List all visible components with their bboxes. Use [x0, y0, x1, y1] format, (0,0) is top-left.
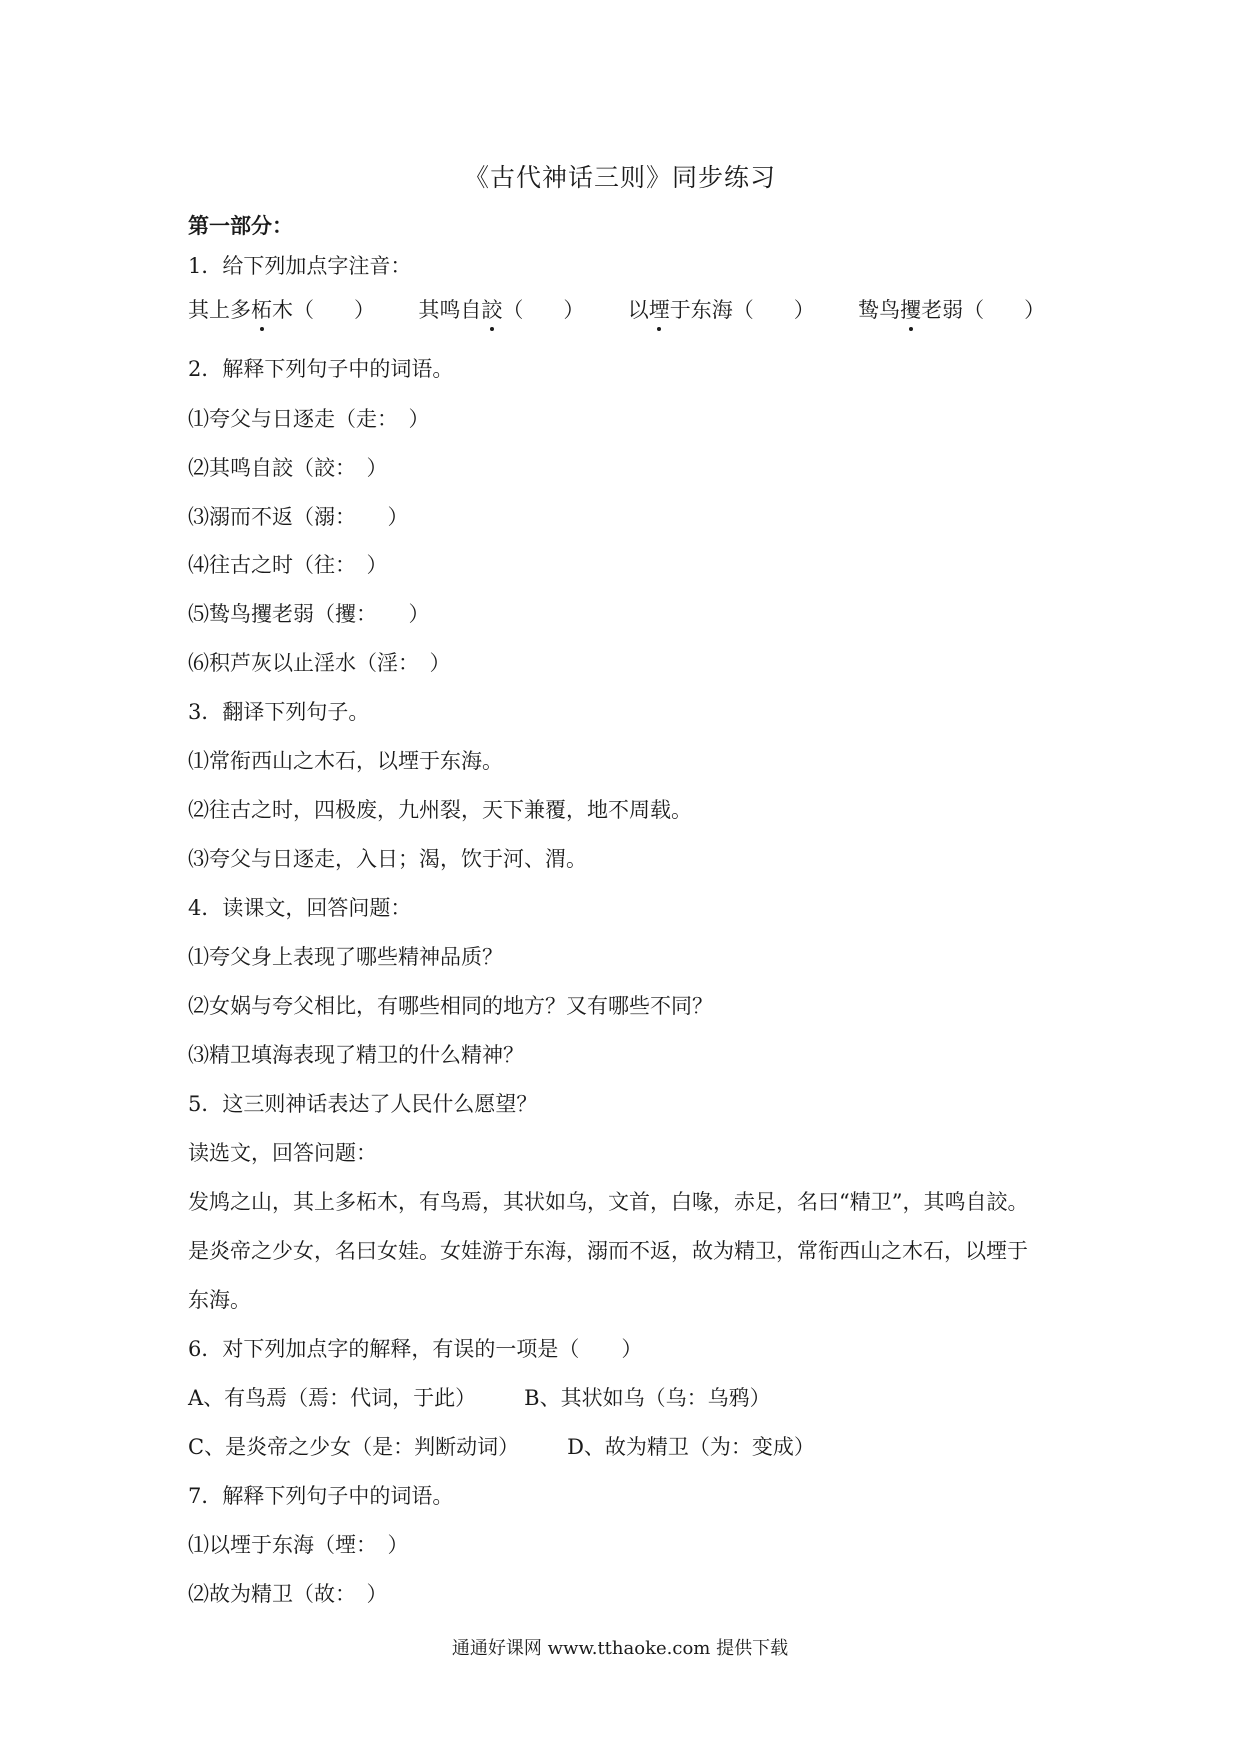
- q3-item: ⑴常衔西山之木石，以堙于东海。: [188, 749, 503, 773]
- dotted-char: 柘: [251, 295, 272, 325]
- q2-item: ⑵其鸣自詨（詨： ）: [188, 456, 388, 480]
- reading-line: 是炎帝之少女，名曰女娃。女娃游于东海，溺而不返，故为精卫，常衔西山之木石，以堙于: [188, 1239, 1028, 1263]
- q1-items-row: [188, 295, 1045, 325]
- q1-item: 其上多柘木（ ）: [188, 295, 375, 325]
- reading-line: 东海。: [188, 1288, 251, 1312]
- q6-prompt: 6．对下列加点字的解释，有误的一项是（ ）: [188, 1337, 643, 1361]
- q3-item: ⑵往古之时，四极废，九州裂，天下兼覆，地不周载。: [188, 798, 692, 822]
- q6-option-d: D、故为精卫（为：变成）: [567, 1435, 815, 1459]
- q1-item: 其鸣自詨（ ）: [418, 295, 584, 325]
- reading-line: 发鸠之山，其上多柘木，有鸟焉，其状如乌，文首，白喙，赤足，名曰“精卫”，其鸣自詨。: [188, 1190, 1029, 1214]
- q1-item: 以堙于东海（ ）: [628, 295, 815, 325]
- q2-item: ⑸鸷鸟攫老弱（攫： ）: [188, 602, 430, 626]
- q2-prompt: 2．解释下列句子中的词语。: [188, 357, 454, 381]
- reading-prompt: 读选文，回答问题：: [188, 1141, 377, 1165]
- q7-item: ⑴以堙于东海（堙： ）: [188, 1533, 409, 1557]
- q7-prompt: 7．解释下列句子中的词语。: [188, 1484, 454, 1508]
- dotted-char: 堙: [649, 295, 670, 325]
- q6-options-row: [188, 1432, 815, 1462]
- dotted-char: 攫: [900, 295, 921, 325]
- page-footer: 通通好课网 www.tthaoke.com 提供下载: [451, 1638, 789, 1659]
- q6-option-c: C、是炎帝之少女（是：判断动词）: [188, 1435, 520, 1459]
- q1-item: 鸷鸟攫老弱（ ）: [858, 295, 1045, 325]
- q4-item: ⑶精卫填海表现了精卫的什么精神？: [188, 1043, 524, 1067]
- q6-option-b: B、其状如乌（乌：乌鸦）: [524, 1386, 771, 1410]
- q3-prompt: 3．翻译下列句子。: [188, 700, 370, 724]
- q1-prompt: 1．给下列加点字注音：: [188, 254, 412, 278]
- q2-item: ⑶溺而不返（溺： ）: [188, 505, 409, 529]
- section-heading: 第一部分：: [188, 214, 293, 238]
- q6-options-row: [188, 1383, 771, 1413]
- q5-prompt: 5．这三则神话表达了人民什么愿望？: [188, 1092, 538, 1116]
- q2-item: ⑹积芦灰以止淫水（淫： ）: [188, 651, 451, 675]
- q4-item: ⑵女娲与夸父相比，有哪些相同的地方？又有哪些不同？: [188, 994, 713, 1018]
- q6-option-a: A、有鸟焉（焉：代词，于此）: [188, 1386, 477, 1410]
- q7-item: ⑵故为精卫（故： ）: [188, 1582, 388, 1606]
- page-title: 《古代神话三则》同步练习: [463, 163, 776, 192]
- q4-item: ⑴夸父身上表现了哪些精神品质？: [188, 945, 503, 969]
- dotted-char: 詨: [481, 295, 502, 325]
- q2-item: ⑴夸父与日逐走（走： ）: [188, 407, 430, 431]
- q3-item: ⑶夸父与日逐走，入日；渴，饮于河、渭。: [188, 847, 587, 871]
- q4-prompt: 4．读课文，回答问题：: [188, 896, 412, 920]
- q2-item: ⑷往古之时（往： ）: [188, 553, 388, 577]
